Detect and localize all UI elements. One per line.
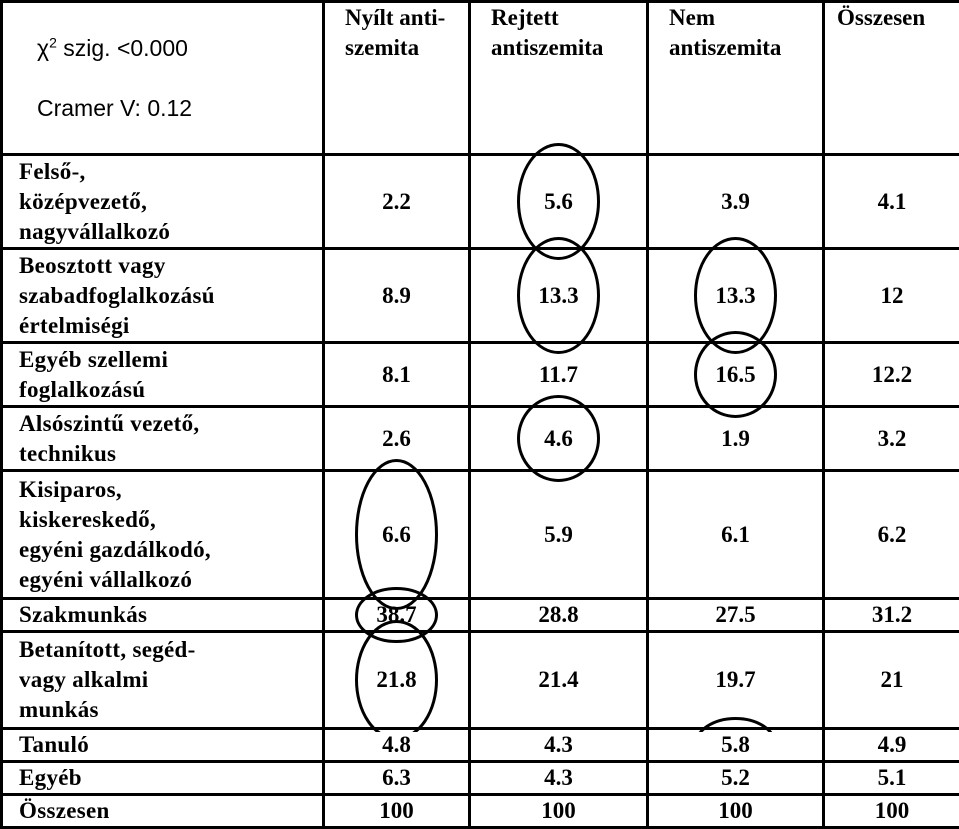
table-cell: 3.9 bbox=[648, 155, 824, 249]
row-label: Egyéb bbox=[2, 762, 324, 795]
row-label: Tanuló bbox=[2, 729, 324, 762]
column-header: Rejtett antiszemita bbox=[470, 2, 648, 155]
table-cell: 6.6 bbox=[324, 471, 470, 599]
table-cell: 5.8 bbox=[648, 729, 824, 762]
table-cell: 4.8 bbox=[324, 729, 470, 762]
table-cell: 1.9 bbox=[648, 407, 824, 471]
table-cell: 6.2 bbox=[824, 471, 959, 599]
table-cell: 6.3 bbox=[324, 762, 470, 795]
table-cell: 6.1 bbox=[648, 471, 824, 599]
table-cell: 5.2 bbox=[648, 762, 824, 795]
table-cell: 5.1 bbox=[824, 762, 959, 795]
table-cell: 4.9 bbox=[824, 729, 959, 762]
table-cell: 100 bbox=[470, 795, 648, 828]
row-label: Összesen bbox=[2, 795, 324, 828]
table-row bbox=[2, 343, 959, 407]
table-cell: 100 bbox=[824, 795, 959, 828]
table-cell: 28.8 bbox=[470, 599, 648, 632]
column-header: Összesen bbox=[824, 2, 959, 155]
table-row bbox=[2, 632, 959, 729]
table-cell: 4.1 bbox=[824, 155, 959, 249]
table-cell: 13.3 bbox=[470, 249, 648, 343]
table-cell: 100 bbox=[648, 795, 824, 828]
row-label: Egyéb szellemi foglalkozású bbox=[2, 343, 324, 407]
table-cell: 8.1 bbox=[324, 343, 470, 407]
table-cell: 11.7 bbox=[470, 343, 648, 407]
table-cell: 12.2 bbox=[824, 343, 959, 407]
table-cell: 8.9 bbox=[324, 249, 470, 343]
table-cell: 4.6 bbox=[470, 407, 648, 471]
table-row bbox=[2, 407, 959, 471]
table-cell: 2.2 bbox=[324, 155, 470, 249]
table-cell: 16.5 bbox=[648, 343, 824, 407]
row-label: Betanított, segéd- vagy alkalmi munkás bbox=[2, 632, 324, 729]
table-cell: 27.5 bbox=[648, 599, 824, 632]
table-row bbox=[2, 795, 959, 828]
table-cell: 31.2 bbox=[824, 599, 959, 632]
row-label: Szakmunkás bbox=[2, 599, 324, 632]
table-cell: 100 bbox=[324, 795, 470, 828]
row-label: Kisiparos, kiskereskedő, egyéni gazdálkodó, egyéni vállalkozó bbox=[2, 471, 324, 599]
table-cell: 21.4 bbox=[470, 632, 648, 729]
cramer-v-line: Cramer V: 0.12 bbox=[37, 93, 318, 123]
table-row bbox=[2, 599, 959, 632]
column-header: Nyílt anti- szemita bbox=[324, 2, 470, 155]
chi-square-line: $\chi^2$ szig. <0.000 bbox=[37, 33, 318, 63]
row-label: Beosztott vagy szabadfoglalkozású értelmiségi bbox=[2, 249, 324, 343]
table-cell: 2.6 bbox=[324, 407, 470, 471]
stats-cell bbox=[2, 2, 324, 155]
table-cell: 5.6 bbox=[470, 155, 648, 249]
table-cell: 19.7 bbox=[648, 632, 824, 729]
table-cell: 5.9 bbox=[470, 471, 648, 599]
header-row bbox=[2, 2, 959, 155]
table-row bbox=[2, 471, 959, 599]
row-label: Alsószintű vezető, technikus bbox=[2, 407, 324, 471]
table-cell: 3.2 bbox=[824, 407, 959, 471]
table-row bbox=[2, 762, 959, 795]
table-cell: 4.3 bbox=[470, 729, 648, 762]
table-row bbox=[2, 729, 959, 762]
table-cell: 13.3 bbox=[648, 249, 824, 343]
table-cell: 4.3 bbox=[470, 762, 648, 795]
table-cell: 38.7 bbox=[324, 599, 470, 632]
table-cell: 21.8 bbox=[324, 632, 470, 729]
table-row bbox=[2, 155, 959, 249]
table-row bbox=[2, 249, 959, 343]
table-cell: 12 bbox=[824, 249, 959, 343]
table-cell: 21 bbox=[824, 632, 959, 729]
row-label: Felső-, középvezető, nagyvállalkozó bbox=[2, 155, 324, 249]
column-header: Nem antiszemita bbox=[648, 2, 824, 155]
